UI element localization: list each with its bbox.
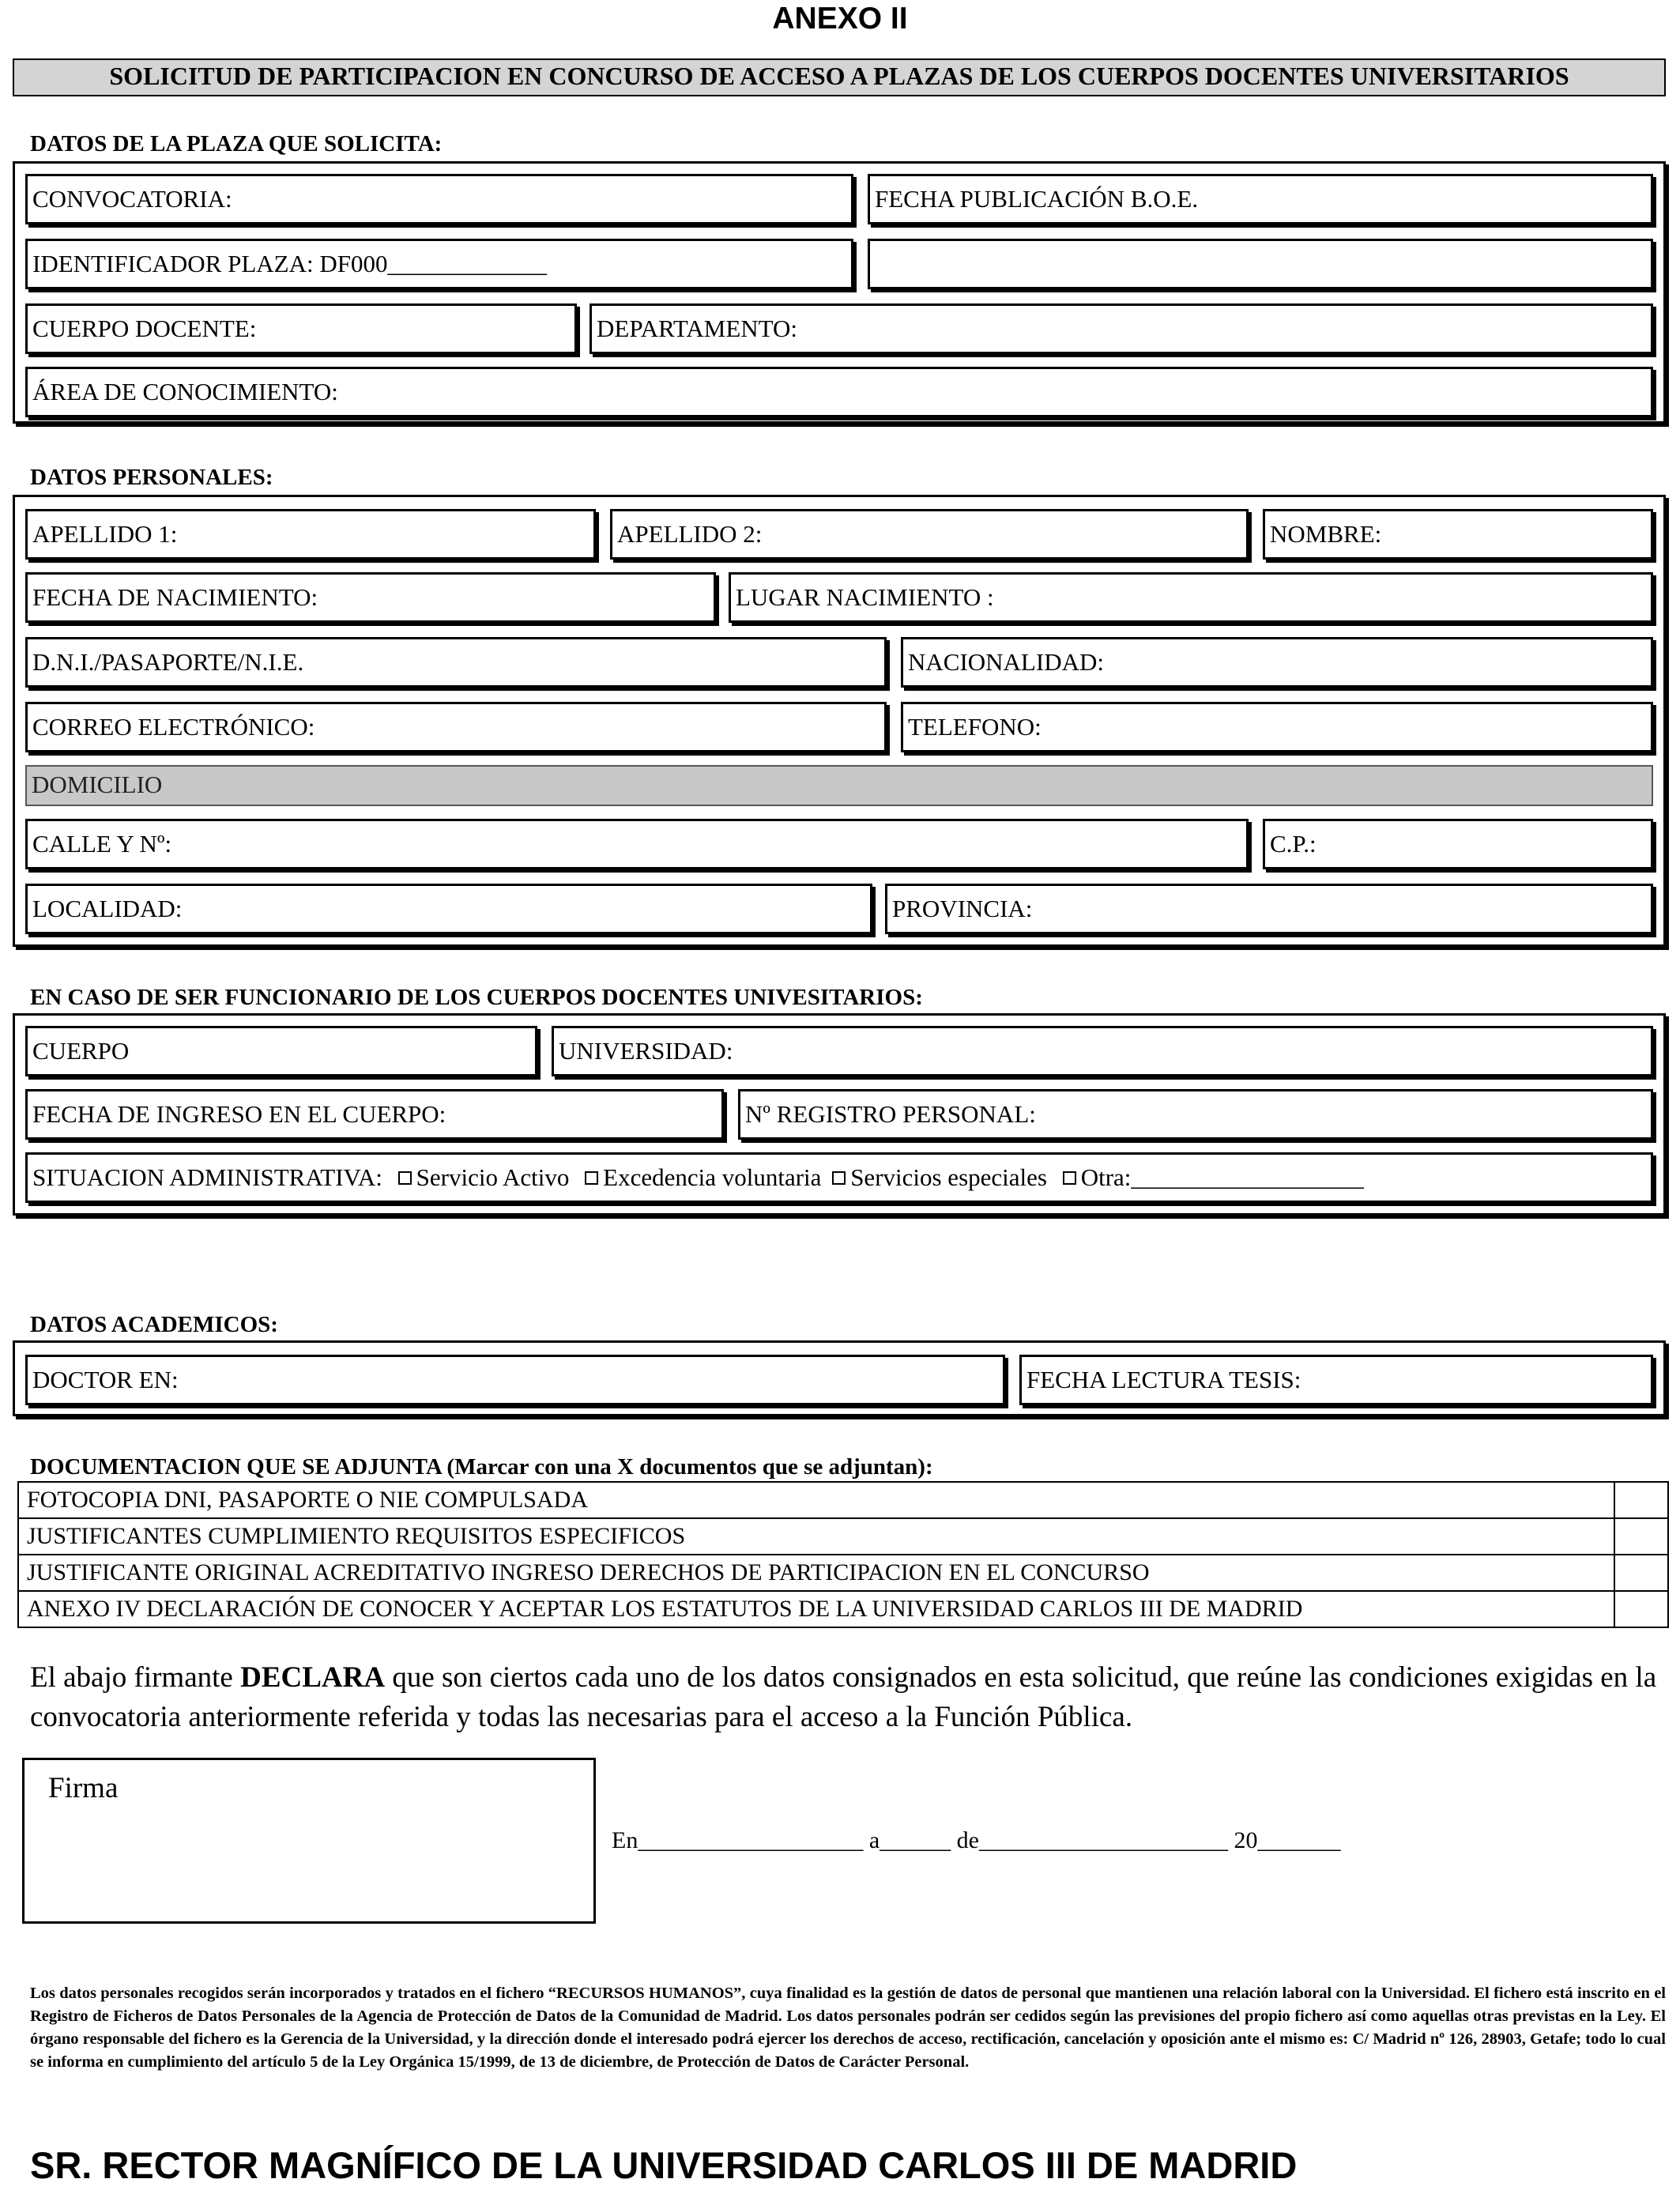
addressee-footer: SR. RECTOR MAGNÍFICO DE LA UNIVERSIDAD CARLOS III DE MADRID	[30, 2144, 1298, 2186]
dni-field[interactable]: D.N.I./PASAPORTE/N.I.E.	[25, 637, 887, 688]
apellido1-field[interactable]: APELLIDO 1:	[25, 509, 596, 560]
section-funcionario-heading: EN CASO DE SER FUNCIONARIO DE LOS CUERPOS DOCENTES UNIVESITARIOS:	[30, 985, 923, 1010]
doc-checkbox[interactable]	[1614, 1518, 1668, 1555]
section-documentacion-heading: DOCUMENTACION QUE SE ADJUNTA (Marcar con una X documentos que se adjuntan):	[30, 1454, 933, 1480]
area-conocimiento-field[interactable]: ÁREA DE CONOCIMIENTO:	[25, 367, 1653, 417]
apellido2-field[interactable]: APELLIDO 2:	[610, 509, 1249, 560]
checkbox-otra[interactable]	[1063, 1171, 1076, 1185]
cuerpo-docente-field[interactable]: CUERPO DOCENTE:	[25, 303, 577, 354]
checkbox-servicios-especiales[interactable]	[832, 1171, 846, 1185]
doctor-field[interactable]: DOCTOR EN:	[25, 1355, 1005, 1405]
calle-field[interactable]: CALLE Y Nº:	[25, 819, 1249, 869]
cuerpo-field[interactable]: CUERPO	[25, 1026, 537, 1076]
identificador-plaza-field[interactable]: IDENTIFICADOR PLAZA: DF000_____________	[25, 239, 853, 289]
declaracion-text: El abajo firmante DECLARA que son ciertos cada uno de los datos consignados en esta solicitud, que reúne las condiciones exigidas en la convocatoria anteriormente referida y todas las necesarias para el acceso a la Función Pública.	[30, 1661, 1657, 1733]
domicilio-header: DOMICILIO	[25, 765, 1653, 806]
checkbox-servicio-activo[interactable]	[398, 1171, 412, 1185]
cp-field[interactable]: C.P.:	[1263, 819, 1653, 869]
section-personales-heading: DATOS PERSONALES:	[30, 465, 273, 490]
section-academicos-heading: DATOS ACADEMICOS:	[30, 1312, 278, 1337]
telefono-field[interactable]: TELEFONO:	[901, 702, 1653, 752]
correo-field[interactable]: CORREO ELECTRÓNICO:	[25, 702, 887, 752]
fecha-boe-value-field[interactable]	[868, 239, 1653, 289]
doc-item-label: FOTOCOPIA DNI, PASAPORTE O NIE COMPULSADA	[18, 1482, 1614, 1518]
registro-personal-field[interactable]: Nº REGISTRO PERSONAL:	[738, 1089, 1653, 1140]
opcion-servicios-especiales: Servicios especiales	[850, 1163, 1047, 1191]
page-title: ANEXO II	[772, 2, 908, 36]
fecha-ingreso-field[interactable]: FECHA DE INGRESO EN EL CUERPO:	[25, 1089, 724, 1140]
date-line[interactable]: En___________________ a______ de_____________________ 20_______	[612, 1827, 1341, 1853]
fecha-boe-field[interactable]: FECHA PUBLICACIÓN B.O.E.	[868, 174, 1653, 224]
nacionalidad-field[interactable]: NACIONALIDAD:	[901, 637, 1653, 688]
section-plaza-heading: DATOS DE LA PLAZA QUE SOLICITA:	[30, 131, 443, 156]
doc-item-label: JUSTIFICANTES CUMPLIMIENTO REQUISITOS ESPECIFICOS	[18, 1518, 1614, 1555]
opcion-servicio-activo: Servicio Activo	[416, 1163, 570, 1191]
documentacion-table	[17, 1481, 1669, 1628]
lugar-nacimiento-field[interactable]: LUGAR NACIMIENTO :	[729, 572, 1653, 623]
doc-checkbox[interactable]	[1614, 1555, 1668, 1591]
table-row	[18, 1482, 1668, 1518]
nombre-field[interactable]: NOMBRE:	[1263, 509, 1653, 560]
checkbox-excedencia[interactable]	[585, 1171, 598, 1185]
opcion-excedencia: Excedencia voluntaria	[603, 1163, 822, 1191]
universidad-field[interactable]: UNIVERSIDAD:	[552, 1026, 1653, 1076]
form-banner: SOLICITUD DE PARTICIPACION EN CONCURSO DE ACCESO A PLAZAS DE LOS CUERPOS DOCENTES UNIVERSITARIOS	[13, 58, 1666, 96]
firma-box[interactable]	[22, 1758, 596, 1924]
fecha-tesis-field[interactable]: FECHA LECTURA TESIS:	[1019, 1355, 1653, 1405]
situacion-administrativa-field	[25, 1152, 1653, 1203]
localidad-field[interactable]: LOCALIDAD:	[25, 884, 872, 934]
provincia-field[interactable]: PROVINCIA:	[885, 884, 1653, 934]
table-row	[18, 1518, 1668, 1555]
doc-checkbox[interactable]	[1614, 1591, 1668, 1627]
convocatoria-field[interactable]: CONVOCATORIA:	[25, 174, 853, 224]
firma-label: Firma	[48, 1772, 119, 1804]
opcion-otra[interactable]: Otra:___________________	[1080, 1163, 1364, 1191]
table-row	[18, 1555, 1668, 1591]
doc-item-label: ANEXO IV DECLARACIÓN DE CONOCER Y ACEPTAR LOS ESTATUTOS DE LA UNIVERSIDAD CARLOS III DE MADRID	[18, 1591, 1614, 1627]
fecha-nacimiento-field[interactable]: FECHA DE NACIMIENTO:	[25, 572, 716, 623]
doc-item-label: JUSTIFICANTE ORIGINAL ACREDITATIVO INGRESO DERECHOS DE PARTICIPACION EN EL CONCURSO	[18, 1555, 1614, 1591]
departamento-field[interactable]: DEPARTAMENTO:	[590, 303, 1653, 354]
legal-notice: Los datos personales recogidos serán incorporados y tratados en el fichero “RECURSOS HUMANOS”, cuya finalidad es la gestión de datos de personal que mantienen una relación laboral con la Universidad. El fichero está inscrito en el Registro de Ficheros de Datos Personales de la Agencia de Protección de Datos de la Comunidad de Madrid. Los datos personales podrán ser cedidos según las previsiones del propio fichero así como aquellas otras previstas en la Ley. El órgano responsable del fichero es la Gerencia de la Universidad, y la dirección donde el interesado podrá ejercer los derechos de acceso, rectificación, cancelación y oposición ante el mismo es: C/ Madrid nº 126, 28903, Getafe; todo lo cual se informa en cumplimiento del artículo 5 de la Ley Orgánica 15/1999, de 13 de diciembre, de Protección de Datos de Carácter Personal.	[30, 1985, 1666, 2071]
situacion-label: SITUACION ADMINISTRATIVA:	[32, 1163, 382, 1191]
doc-checkbox[interactable]	[1614, 1482, 1668, 1518]
table-row	[18, 1591, 1668, 1627]
